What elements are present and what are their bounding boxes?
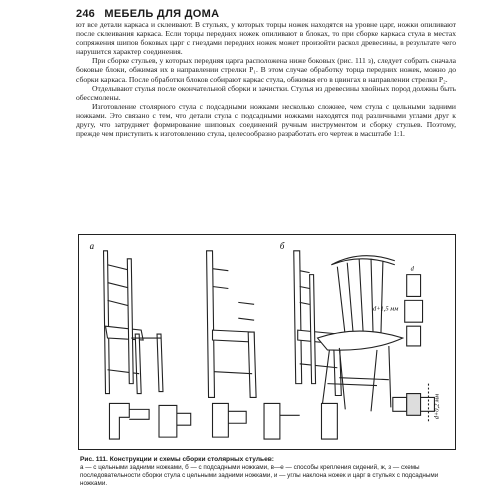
caption-title: Рис. 111. Конструкции и схемы сборки столярных стульев: bbox=[80, 456, 274, 463]
running-head: МЕБЕЛЬ ДЛЯ ДОМА bbox=[104, 8, 220, 20]
dimension-details bbox=[393, 275, 435, 424]
page-number: 246 bbox=[76, 8, 95, 20]
paragraph-2: При сборке стульев, у которых передняя царга расположена ниже боковых (рис. 111 з), следует собрать сначала боковые блоки, обжимая их в направлении стрелки P₁. В этом случае обработку торца передних ножек, можно до сборки каркаса. После обработки блоков собирают каркас стула, обжимая его в цвингах в направлении стрелки P₂. bbox=[76, 56, 456, 84]
figure-111 bbox=[78, 234, 456, 450]
body-text bbox=[76, 20, 456, 138]
paragraph-3: Отделывают стулья после окончательной сборки и зачистки. Стулья из древесины хвойных пород должны быть обессмолены. bbox=[76, 83, 456, 102]
chair-side-block bbox=[207, 251, 257, 398]
figure-drawing bbox=[79, 235, 455, 449]
dim-label-d15: d+1,5 мм bbox=[373, 305, 399, 313]
chair-frame-a bbox=[104, 251, 163, 394]
page-header bbox=[76, 4, 456, 18]
dim-label-d: d bbox=[410, 265, 414, 273]
paragraph-1: ют все детали каркаса и склеивают. В стульях, у которых торцы ножек находятся на уровне царг, ножки опиливают после склеивания каркаса. Если торцы передних ножек опиливают в блоках, то при сборке каркаса стула в местах сопряжения шипов боковых царг с гнездами передних ножек может произойти раскол древесины, в результате чего нарушится характер соединения. bbox=[76, 20, 456, 57]
paragraph-4: Изготовление столярного стула с подсадными ножками несколько сложнее, чем стула с цельными задними ножками. Это связано с тем, что детали стула с подсадными ножками находятся под различными углами друг к другу, что затрудняет формирование шиповых соединений ручным инструментом и сборку стульев. Поэтому, прежде чем приступить к изготовлению стула, целесообразно разработать его чертеж в масштабе 1:1. bbox=[76, 101, 456, 139]
figure-label-b: б bbox=[279, 240, 285, 251]
joint-details bbox=[109, 403, 337, 439]
caption-text: а — с цельными задними ножками, б — с подсадными ножками, в—е — способы крепления сидений, ж, з — схемы последовательности сборки стула с цельными задними ножками, и — углы наклона ножек и царг в стульях с подсадными ножками. bbox=[80, 464, 439, 487]
figure-caption bbox=[80, 456, 458, 488]
figure-label-a: а bbox=[89, 240, 95, 251]
chair-frame-c bbox=[294, 251, 342, 396]
dim-label-d02: d+0,2 мм bbox=[433, 393, 441, 420]
